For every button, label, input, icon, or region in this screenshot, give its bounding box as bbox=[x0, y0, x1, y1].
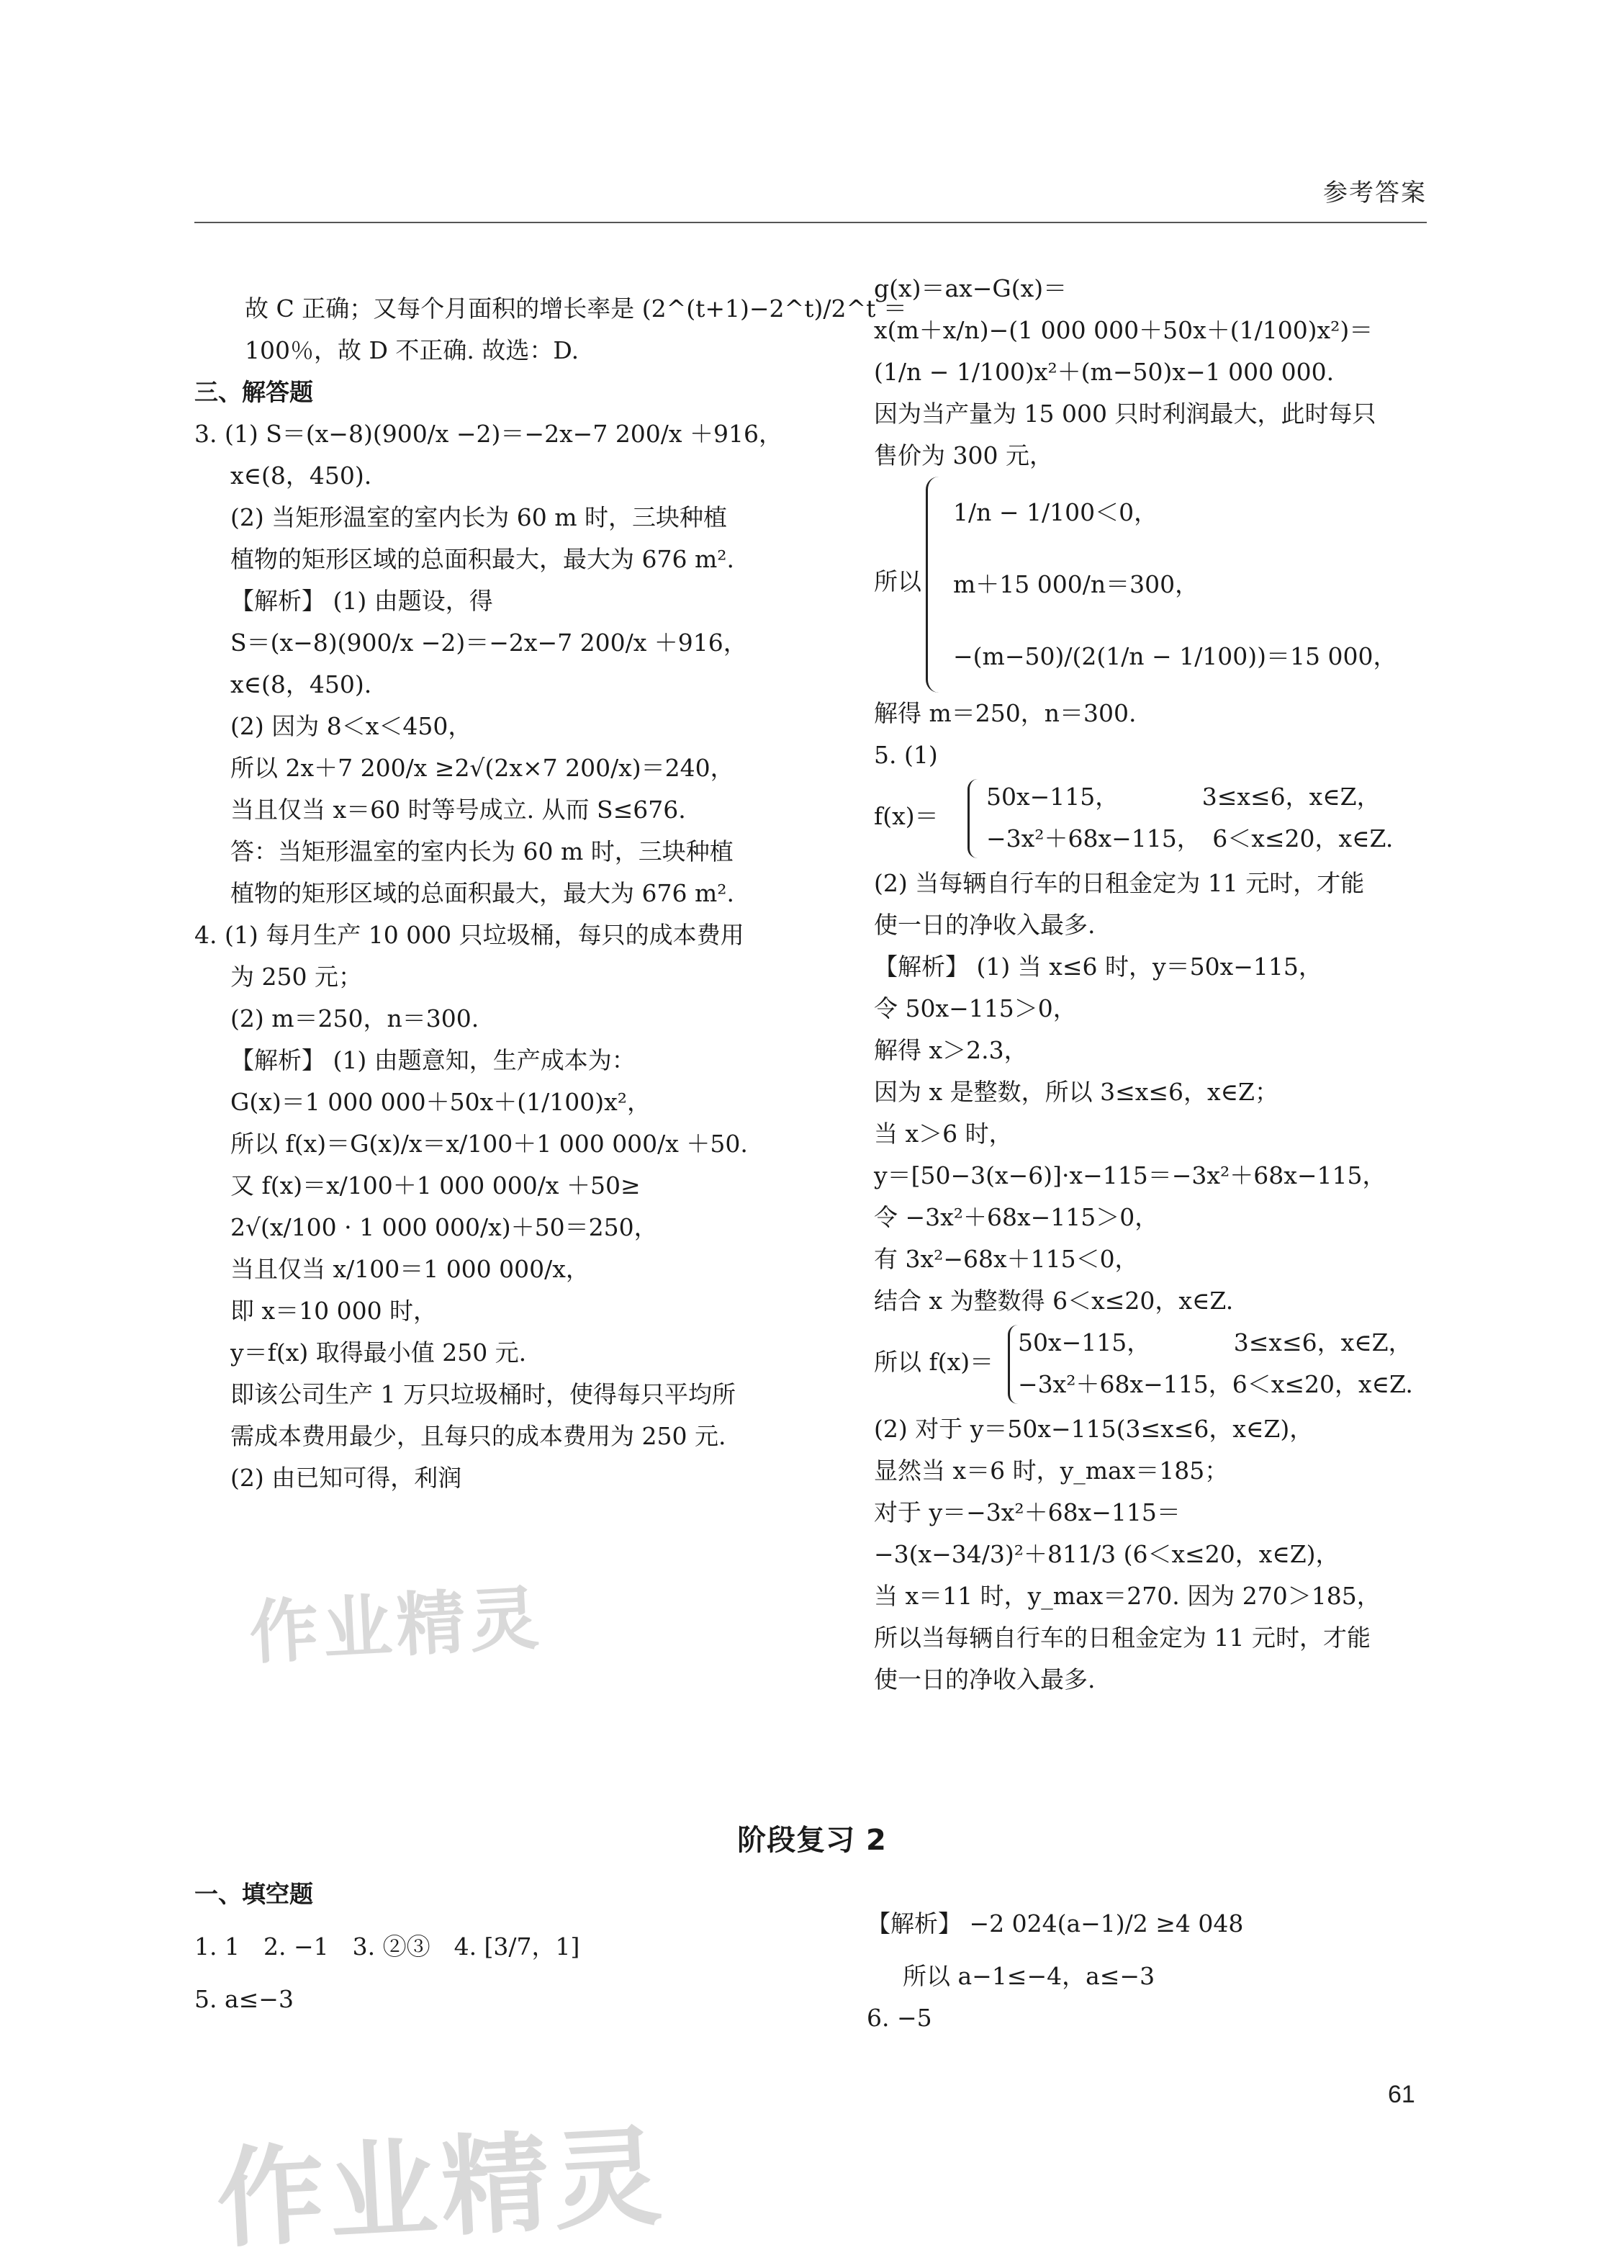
section-heading: 三、解答题 bbox=[194, 378, 313, 406]
text-line: (2) 当矩形温室的室内长为 60 m 时，三块种植 bbox=[230, 503, 727, 531]
page-number: 61 bbox=[1388, 2081, 1415, 2108]
text-line: 使一日的净收入最多. bbox=[874, 1665, 1096, 1693]
text-line: (2) 由已知可得，利润 bbox=[230, 1464, 462, 1492]
text-line: 使一日的净收入最多. bbox=[874, 911, 1096, 939]
analysis-line: 【解析】 −2 024(a−1)/2 ≥4 048 bbox=[867, 1909, 1244, 1938]
answer-line: 5. a≤−3 bbox=[194, 1985, 294, 2013]
system-label: 所以 bbox=[874, 567, 921, 595]
analysis-label: 【解析】 (1) 由题意知，生产成本为： bbox=[230, 1046, 636, 1074]
formula-line: 令 −3x²＋68x−115＞0， bbox=[874, 1203, 1159, 1231]
text-line: 100％，故 D 不正确. 故选：D. bbox=[245, 336, 579, 364]
text-line: 显然当 x＝6 时，y_max＝185； bbox=[874, 1457, 1229, 1485]
answer-line: 1. 1 2. −1 3. ②③ 4. [3/7，1] bbox=[194, 1932, 580, 1961]
watermark-logo: 作业精灵 bbox=[213, 2114, 669, 2264]
text-line: 当且仅当 x＝60 时等号成立. 从而 S≤676. bbox=[230, 796, 686, 824]
left-brace bbox=[967, 779, 983, 858]
text-line: 植物的矩形区域的总面积最大，最大为 676 m². bbox=[230, 545, 734, 573]
system-equation: m＋15 000/n＝300， bbox=[953, 570, 1199, 598]
review-title: 阶段复习 2 bbox=[737, 1824, 887, 1857]
text-line: 因为 x 是整数，所以 3≤x≤6，x∈Z； bbox=[874, 1078, 1278, 1106]
analysis-label: 【解析】 (1) 由题设，得 bbox=[230, 587, 493, 615]
text-line: x∈(8，450). bbox=[230, 670, 372, 698]
question-3-answer: 3. (1) S＝(x−8)(900/x −2)＝−2x−7 200/x ＋916， bbox=[194, 420, 783, 448]
piecewise-function bbox=[874, 1322, 1443, 1408]
formula-line: −3(x−34/3)²＋811/3 (6＜x≤20，x∈Z)， bbox=[874, 1540, 1340, 1568]
text-line: 解得 x＞2.3， bbox=[874, 1036, 1028, 1064]
text-line: 所以当每辆自行车的日租金定为 11 元时，才能 bbox=[874, 1624, 1371, 1652]
text-line: 结合 x 为整数得 6＜x≤20，x∈Z. bbox=[874, 1287, 1234, 1315]
text-line: 当 x＞6 时， bbox=[874, 1120, 1013, 1148]
text-line: 故 C 正确；又每个月面积的增长率是 (2^(t+1)−2^t)/2^t ＝ bbox=[245, 294, 907, 323]
piecewise-case: −3x²＋68x−115， 6＜x≤20，x∈Z. bbox=[986, 824, 1394, 852]
equation-system bbox=[874, 477, 1443, 693]
formula-line: G(x)＝1 000 000＋50x＋(1/100)x²， bbox=[230, 1088, 651, 1116]
piecewise-function bbox=[874, 776, 1443, 863]
review-right-column bbox=[867, 1892, 1443, 2039]
formula-line: 所以 f(x)＝G(x)/x＝x/100＋1 000 000/x ＋50. bbox=[230, 1130, 748, 1158]
formula-line: 对于 y＝−3x²＋68x−115＝ bbox=[874, 1498, 1181, 1526]
text-line: 即该公司生产 1 万只垃圾桶时，使得每只平均所 bbox=[230, 1380, 736, 1408]
text-line: 售价为 300 元， bbox=[874, 441, 1053, 469]
review-left-column bbox=[194, 1873, 842, 2020]
text-line: x∈(8，450). bbox=[230, 462, 372, 490]
text-line: 植物的矩形区域的总面积最大，最大为 676 m². bbox=[230, 879, 734, 907]
text-line: 需成本费用最少，且每只的成本费用为 250 元. bbox=[230, 1422, 726, 1450]
piecewise-case: −3x²＋68x−115，6＜x≤20，x∈Z. bbox=[1018, 1370, 1413, 1398]
piecewise-label: f(x)＝ bbox=[874, 802, 939, 830]
text-line: 即 x＝10 000 时， bbox=[230, 1297, 438, 1325]
header-title: 参考答案 bbox=[1323, 179, 1427, 207]
formula-line: 有 3x²−68x＋115＜0， bbox=[874, 1245, 1139, 1273]
left-brace bbox=[926, 477, 948, 693]
text-line: 所以 2x＋7 200/x ≥2√(2x×7 200/x)＝240， bbox=[230, 754, 734, 782]
page-header bbox=[194, 164, 1427, 223]
answer-line: 6. −5 bbox=[867, 2004, 932, 2032]
question-5-answer: 5. (1) bbox=[874, 741, 938, 769]
piecewise-label: 所以 f(x)＝ bbox=[874, 1348, 994, 1376]
text-line: (2) m＝250，n＝300. bbox=[230, 1004, 479, 1032]
text-line: 为 250 元； bbox=[230, 963, 362, 991]
text-line: 因为当产量为 15 000 只时利润最大，此时每只 bbox=[874, 400, 1376, 428]
piecewise-case: 50x−115， 3≤x≤6，x∈Z， bbox=[1018, 1328, 1412, 1356]
system-equation: −(m−50)/(2(1/n − 1/100))＝15 000， bbox=[953, 642, 1397, 670]
formula-line: (1/n − 1/100)x²＋(m−50)x−1 000 000. bbox=[874, 358, 1335, 386]
text-line: (2) 因为 8＜x＜450， bbox=[230, 712, 472, 740]
text-line: 答：当矩形温室的室内长为 60 m 时，三块种植 bbox=[230, 837, 734, 865]
formula-line: 又 f(x)＝x/100＋1 000 000/x ＋50≥ bbox=[230, 1171, 641, 1200]
question-4-answer: 4. (1) 每月生产 10 000 只垃圾桶，每只的成本费用 bbox=[194, 921, 744, 949]
system-equation: 1/n − 1/100＜0， bbox=[953, 498, 1158, 526]
formula-line: x(m＋x/n)−(1 000 000＋50x＋(1/100)x²)＝ bbox=[874, 316, 1373, 344]
formula-line: 当且仅当 x/100＝1 000 000/x， bbox=[230, 1255, 590, 1283]
text-line: (2) 对于 y＝50x−115(3≤x≤6，x∈Z)， bbox=[874, 1415, 1314, 1443]
formula-line: g(x)＝ax−G(x)＝ bbox=[874, 274, 1068, 302]
text-line: 所以 a−1≤−4，a≤−3 bbox=[903, 1962, 1155, 1990]
right-column bbox=[874, 268, 1443, 1701]
piecewise-case: 50x−115， 3≤x≤6，x∈Z， bbox=[986, 783, 1381, 811]
text-line: 当 x＝11 时，y_max＝270. 因为 270＞185， bbox=[874, 1582, 1381, 1610]
analysis-label: 【解析】 (1) 当 x≤6 时，y＝50x−115， bbox=[874, 953, 1322, 981]
watermark-logo: 作业精灵 bbox=[247, 1578, 546, 1674]
formula-line: 2√(x/100 · 1 000 000/x)＋50＝250， bbox=[230, 1213, 658, 1241]
text-line: (2) 当每辆自行车的日租金定为 11 元时，才能 bbox=[874, 869, 1365, 897]
text-line: y＝f(x) 取得最小值 250 元. bbox=[230, 1338, 527, 1367]
formula-line: y＝[50−3(x−6)]·x−115＝−3x²＋68x−115， bbox=[874, 1161, 1386, 1189]
section-heading: 一、填空题 bbox=[194, 1880, 313, 1908]
text-line: 令 50x−115＞0， bbox=[874, 994, 1077, 1022]
text-line: 解得 m＝250，n＝300. bbox=[874, 699, 1137, 727]
text-line: S＝(x−8)(900/x −2)＝−2x−7 200/x ＋916， bbox=[230, 629, 747, 657]
